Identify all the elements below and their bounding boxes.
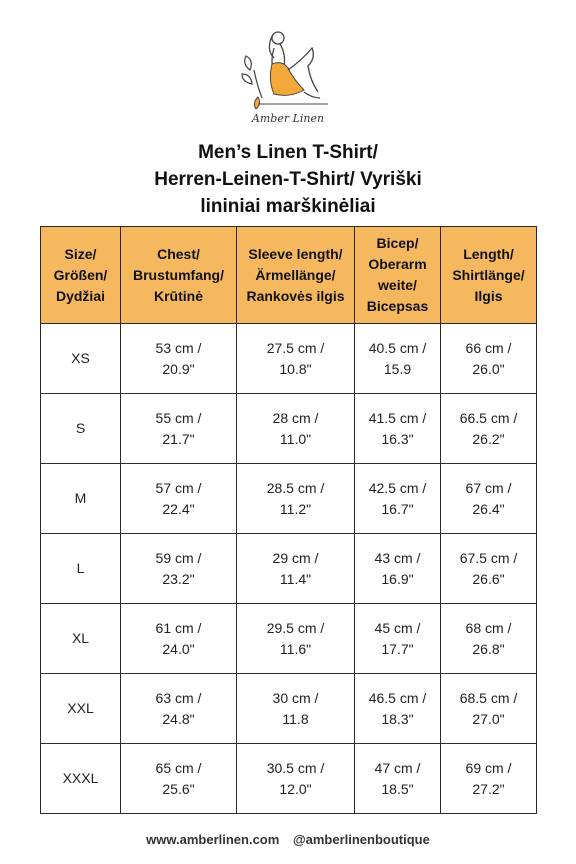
cell-text: 68.5 cm / bbox=[459, 689, 518, 706]
cell-text: 23.2" bbox=[162, 570, 195, 587]
size-chart-table bbox=[40, 226, 537, 814]
cell-text: XL bbox=[71, 630, 90, 646]
column-header-line: weite/ bbox=[378, 277, 417, 293]
measurement-cell bbox=[441, 464, 537, 534]
cell-text: 26.6" bbox=[472, 570, 505, 587]
measurement-cell bbox=[441, 674, 537, 744]
woman-sitting-logo-icon bbox=[228, 22, 348, 112]
cell-text: 25.6" bbox=[162, 780, 195, 797]
table-row bbox=[41, 534, 537, 604]
column-header-line: Chest/ bbox=[157, 245, 200, 262]
measurement-cell bbox=[121, 674, 237, 744]
measurement-cell bbox=[237, 744, 355, 814]
column-header-line: Shirtlänge/ bbox=[452, 266, 525, 283]
measurement-cell bbox=[355, 394, 441, 464]
cell-text: XXL bbox=[67, 700, 94, 716]
cell-text: 47 cm / bbox=[374, 759, 421, 776]
cell-text: 59 cm / bbox=[155, 549, 202, 566]
brand-logo bbox=[228, 22, 348, 132]
measurement-cell bbox=[121, 324, 237, 394]
cell-text: 17.7" bbox=[381, 640, 414, 657]
column-header bbox=[121, 227, 237, 324]
website-link[interactable]: www.amberlinen.com bbox=[146, 832, 280, 847]
measurement-cell bbox=[355, 604, 441, 674]
cell-text: 12.0" bbox=[279, 780, 312, 797]
measurement-cell bbox=[355, 534, 441, 604]
cell-text: 28 cm / bbox=[272, 409, 319, 426]
measurement-cell bbox=[237, 674, 355, 744]
cell-text: 26.4" bbox=[472, 500, 505, 517]
column-header-line: Ärmellänge/ bbox=[255, 266, 336, 283]
table-row bbox=[41, 674, 537, 744]
cell-text: 27.2" bbox=[472, 780, 505, 797]
cell-text: 46.5 cm / bbox=[368, 689, 427, 706]
measurement-cell bbox=[355, 324, 441, 394]
cell-text: 20.9" bbox=[162, 360, 195, 377]
cell-text: 15.9 bbox=[383, 360, 412, 377]
column-header bbox=[41, 227, 121, 324]
size-label-cell bbox=[41, 464, 121, 534]
column-header-line: Length/ bbox=[463, 245, 514, 262]
brand-name: Amber Linen bbox=[251, 112, 325, 125]
cell-text: 11.6" bbox=[279, 640, 312, 657]
cell-text: 24.8" bbox=[162, 710, 195, 727]
size-label-cell bbox=[41, 534, 121, 604]
cell-text: 16.9" bbox=[381, 570, 414, 587]
cell-text: XXXL bbox=[62, 770, 99, 786]
cell-text: 29.5 cm / bbox=[266, 619, 325, 636]
column-header bbox=[237, 227, 355, 324]
cell-text: XS bbox=[71, 350, 90, 366]
column-header-line: Dydžiai bbox=[55, 287, 105, 304]
measurement-cell bbox=[121, 394, 237, 464]
column-header-line: Bicepsas bbox=[366, 298, 429, 314]
cell-text: 30.5 cm / bbox=[266, 759, 325, 776]
cell-text: 16.7" bbox=[381, 500, 414, 517]
cell-text: 43 cm / bbox=[374, 549, 421, 566]
cell-text: 27.0" bbox=[472, 710, 505, 727]
measurement-cell bbox=[355, 744, 441, 814]
cell-text: 29 cm / bbox=[272, 549, 319, 566]
title-line: lininiai marškinėliai bbox=[200, 196, 376, 217]
cell-text: 24.0" bbox=[162, 640, 195, 657]
measurement-cell bbox=[441, 394, 537, 464]
size-label-cell bbox=[41, 394, 121, 464]
measurement-cell bbox=[355, 674, 441, 744]
measurement-cell bbox=[355, 464, 441, 534]
cell-text: 26.2" bbox=[472, 430, 505, 447]
measurement-cell bbox=[441, 324, 537, 394]
cell-text: S bbox=[75, 420, 86, 436]
size-label-cell bbox=[41, 674, 121, 744]
cell-text: 45 cm / bbox=[374, 619, 421, 636]
title-line: Men’s Linen T-Shirt/ bbox=[198, 142, 378, 163]
size-label-cell bbox=[41, 604, 121, 674]
measurement-cell bbox=[237, 534, 355, 604]
cell-text: 11.0" bbox=[279, 430, 312, 447]
table-row bbox=[41, 744, 537, 814]
table-row bbox=[41, 394, 537, 464]
title-line: Herren-Leinen-T-Shirt/ Vyriški bbox=[154, 169, 422, 190]
column-header-line: Größen/ bbox=[53, 266, 108, 283]
cell-text: 21.7" bbox=[162, 430, 195, 447]
measurement-cell bbox=[121, 744, 237, 814]
cell-text: 30 cm / bbox=[272, 689, 319, 706]
cell-text: 69 cm / bbox=[465, 759, 512, 776]
table-row bbox=[41, 604, 537, 674]
measurement-cell bbox=[237, 394, 355, 464]
measurement-cell bbox=[441, 534, 537, 604]
measurement-cell bbox=[441, 604, 537, 674]
column-header-line: Oberarm bbox=[368, 256, 427, 272]
cell-text: 16.3" bbox=[381, 430, 414, 447]
cell-text: 22.4" bbox=[162, 500, 195, 517]
cell-text: 10.8" bbox=[279, 360, 312, 377]
cell-text: 65 cm / bbox=[155, 759, 202, 776]
cell-text: 11.8 bbox=[282, 710, 309, 727]
social-handle: @amberlinenboutique bbox=[292, 832, 430, 847]
cell-text: 11.2" bbox=[279, 500, 312, 517]
column-header bbox=[355, 227, 441, 324]
cell-text: 66.5 cm / bbox=[459, 409, 518, 426]
cell-text: 57 cm / bbox=[155, 479, 202, 496]
table-header-row bbox=[41, 227, 537, 324]
column-header bbox=[441, 227, 537, 324]
column-header-line: Bicep/ bbox=[376, 235, 419, 251]
measurement-cell bbox=[237, 464, 355, 534]
cell-text: 27.5 cm / bbox=[266, 339, 325, 356]
measurement-cell bbox=[121, 464, 237, 534]
cell-text: 67 cm / bbox=[465, 479, 512, 496]
measurement-cell bbox=[441, 744, 537, 814]
column-header-line: Size/ bbox=[64, 245, 97, 262]
size-label-cell bbox=[41, 324, 121, 394]
cell-text: 42.5 cm / bbox=[368, 479, 427, 496]
cell-text: 53 cm / bbox=[155, 339, 202, 356]
cell-text: 61 cm / bbox=[155, 619, 202, 636]
cell-text: 67.5 cm / bbox=[459, 549, 518, 566]
column-header-line: Sleeve length/ bbox=[248, 245, 343, 262]
cell-text: 26.0" bbox=[472, 360, 505, 377]
measurement-cell bbox=[237, 324, 355, 394]
page-title bbox=[40, 139, 536, 220]
measurement-cell bbox=[237, 604, 355, 674]
cell-text: 26.8" bbox=[472, 640, 505, 657]
cell-text: 18.3" bbox=[381, 710, 414, 727]
column-header-line: Brustumfang/ bbox=[133, 266, 224, 283]
table-row bbox=[41, 324, 537, 394]
cell-text: 41.5 cm / bbox=[368, 409, 427, 426]
cell-text: 40.5 cm / bbox=[368, 339, 427, 356]
measurement-cell bbox=[121, 604, 237, 674]
cell-text: 18.5" bbox=[381, 780, 414, 797]
size-label-cell bbox=[41, 744, 121, 814]
cell-text: 28.5 cm / bbox=[266, 479, 325, 496]
cell-text: 66 cm / bbox=[465, 339, 512, 356]
table-body bbox=[41, 324, 537, 814]
cell-text: M bbox=[74, 490, 87, 506]
column-header-line: Rankovės ilgis bbox=[246, 287, 345, 304]
cell-text: 63 cm / bbox=[155, 689, 202, 706]
footer bbox=[0, 832, 576, 847]
column-header-line: Ilgis bbox=[474, 287, 503, 304]
cell-text: 11.4" bbox=[279, 570, 312, 587]
cell-text: 68 cm / bbox=[465, 619, 512, 636]
column-header-line: Krūtinė bbox=[154, 287, 203, 304]
table-row bbox=[41, 464, 537, 534]
cell-text: L bbox=[76, 560, 85, 576]
measurement-cell bbox=[121, 534, 237, 604]
cell-text: 55 cm / bbox=[155, 409, 202, 426]
